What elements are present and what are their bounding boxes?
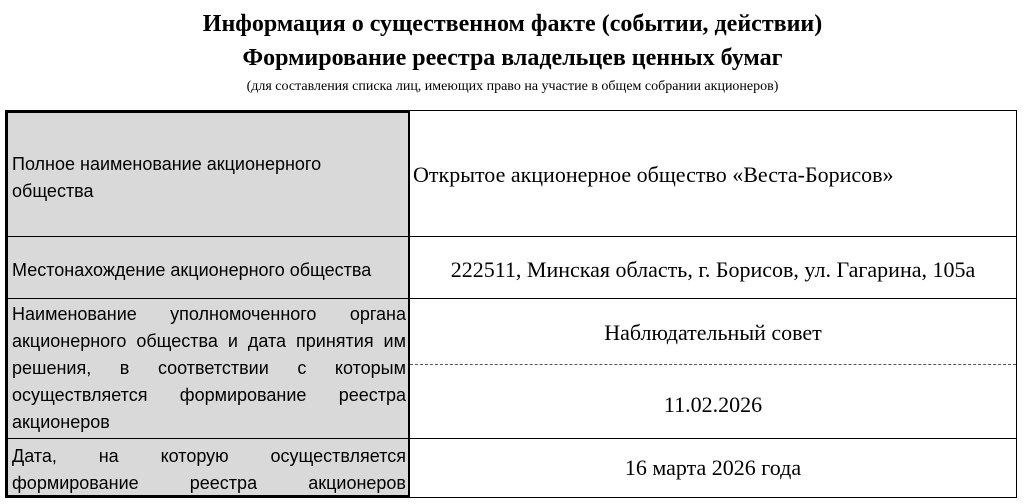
- authority-date-value-text: 11.02.2026: [663, 392, 763, 417]
- info-table: [5, 110, 1017, 498]
- location-value-text: 222511, Минская область, г. Борисов, ул. Гагарина, 105а: [450, 257, 976, 282]
- authority-label-text: Наименование уполномоченного органа акционерного общества и дата принятия им решения, в соответствии с которым осуществляется формирование реестра акционеров: [12, 304, 406, 432]
- row-location-label: [6, 237, 410, 299]
- row-company-name-value: [410, 111, 1016, 237]
- row-authority-date-value: [410, 365, 1016, 439]
- row-register-date-label: [6, 439, 410, 497]
- row-company-name-label: [6, 111, 410, 237]
- row-authority-label: [6, 299, 410, 439]
- row-authority-organ-value: [410, 299, 1016, 365]
- location-label-text: Местонахождение акционерного общества: [12, 260, 372, 280]
- company-name-value-text: Открытое акционерное общество «Веста-Борисов»: [413, 162, 894, 187]
- register-date-value-text: 16 марта 2026 года: [624, 455, 802, 480]
- authority-organ-value-text: Наблюдательный совет: [604, 320, 822, 345]
- company-name-label-text: Полное наименование акционерного общества: [12, 154, 322, 201]
- row-location-value: [410, 237, 1016, 299]
- register-date-label-text: Дата, на которую осуществляется формирование реестра акционеров: [12, 446, 406, 493]
- document-title-line2: Формирование реестра владельцев ценных бумаг: [242, 45, 783, 71]
- row-register-date-value: [410, 439, 1016, 497]
- document-subtitle: (для составления списка лиц, имеющих право на участие в общем собрании акционеров): [246, 79, 779, 94]
- document-title-line1: Информация о существенном факте (событии, действии): [202, 11, 823, 37]
